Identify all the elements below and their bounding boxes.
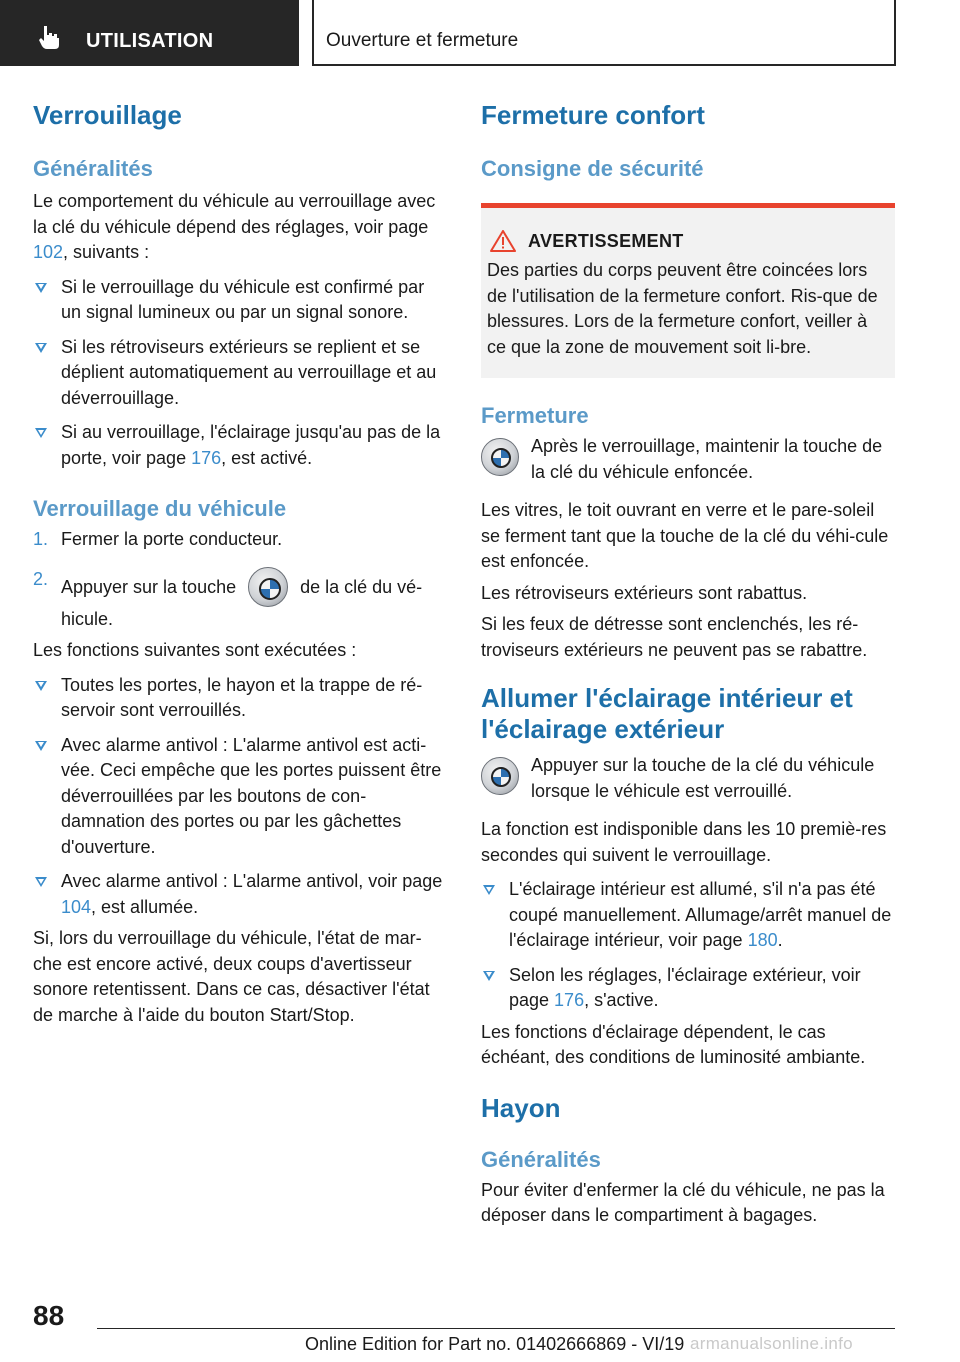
paragraph: La fonction est indisponible dans les 10 premiè-res secondes qui suivent le verrouillage.	[481, 819, 887, 865]
header-underline	[312, 64, 896, 66]
heading-allumer-eclairage: Allumer l'éclairage intérieur et l'éclairage extérieur	[481, 683, 853, 744]
warning-title-text: AVERTISSEMENT	[528, 230, 684, 251]
heading-verrouillage: Verrouillage	[33, 100, 182, 130]
heading-fermeture-confort: Fermeture confort	[481, 100, 705, 130]
list-item-text: Si au verrouillage, l'éclairage jusqu'au pas de la porte, voir page	[61, 422, 441, 468]
heading-fermeture: Fermeture	[481, 403, 589, 428]
list-item	[33, 420, 445, 471]
paragraph: Si les feux de détresse sont enclenchés, les ré-troviseurs extérieurs ne peuvent pas se rabattre.	[481, 614, 868, 660]
list-item-text: Avec alarme antivol : L'alarme antivol est acti-vée. Ceci empêche que les portes puissent être déverrouillées par les boutons de con-damnation des portes ou par les gâchettes d'ouverture.	[61, 734, 442, 857]
heading-verrouillage-vehicule: Verrouillage du véhicule	[33, 496, 287, 521]
warning-text: Des parties du corps peuvent être coincées lors de l'utilisation de la fermeture confort. Ris-que de blessures. Lors de la fermeture confort, veiller à ce que la zone de mouvement soit li-bre.	[487, 260, 878, 357]
step-number: 2.	[33, 568, 49, 589]
page-link-102[interactable]: 102	[33, 242, 64, 262]
list-item	[33, 275, 445, 326]
warning-triangle-icon	[490, 230, 516, 252]
heading-hayon: Hayon	[481, 1092, 561, 1123]
intro-text-end: , suivants :	[63, 242, 150, 262]
triangle-bullet-icon	[35, 877, 47, 887]
list-item	[481, 963, 895, 1014]
hand-pointer-icon	[36, 24, 62, 50]
step-text: Fermer la porte conducteur.	[61, 529, 283, 549]
triangle-bullet-icon	[483, 885, 495, 895]
right-column	[481, 100, 895, 1229]
step-text: Appuyer sur la touche	[61, 576, 237, 597]
paragraph: Les fonctions d'éclairage dépendent, le cas échéant, des conditions de luminosité ambiante.	[481, 1021, 866, 1067]
key-instruction	[481, 434, 895, 486]
intro-text: Le comportement du véhicule au verrouillage avec la clé du véhicule dépend des réglages, voir page	[33, 191, 436, 237]
heading-hayon-generalites: Généralités	[481, 1146, 601, 1172]
list-item	[33, 869, 445, 920]
footer-edition: Online Edition for Part no. 01402666869 - VI/19	[305, 1334, 685, 1354]
triangle-bullet-icon	[35, 428, 47, 438]
list-item-text: Si les rétroviseurs extérieurs se replient et se déplient automatiquement au verrouillage et au déverrouillage.	[61, 336, 437, 408]
key-button-icon	[481, 757, 519, 795]
step-text-end: de la clé du vé-hicule.	[61, 576, 423, 629]
header-divider	[312, 0, 314, 66]
page-link-176[interactable]: 176	[191, 447, 222, 468]
intro-paragraph	[33, 189, 445, 266]
chapter-title: Ouverture et fermeture	[326, 30, 519, 51]
footer-rule	[97, 1328, 895, 1329]
list-item-text: Selon les réglages, l'éclairage extérieur, voir page	[509, 964, 861, 1010]
list-item	[481, 877, 895, 954]
watermark: armanualsonline.info	[690, 1334, 853, 1353]
list-item	[33, 673, 445, 724]
list-item-text-end: , s'active.	[584, 990, 659, 1010]
list-item-text-end: , est allumée.	[91, 896, 199, 917]
section-label: UTILISATION	[86, 30, 214, 52]
step-item	[33, 527, 445, 553]
key-button-icon	[248, 567, 288, 607]
list-item-text-end: .	[777, 930, 783, 950]
warning-box	[481, 203, 895, 378]
page-link-176[interactable]: 176	[554, 990, 585, 1010]
key-instruction-text: Appuyer sur la touche de la clé du véhicule lorsque le véhicule est verrouillé.	[531, 755, 875, 801]
triangle-bullet-icon	[35, 343, 47, 353]
triangle-bullet-icon	[35, 681, 47, 691]
list-item	[33, 733, 445, 861]
paragraph: Pour éviter d'enfermer la clé du véhicule, ne pas la déposer dans le compartiment à bagages.	[481, 1179, 885, 1225]
functions-intro: Les fonctions suivantes sont exécutées :	[33, 640, 357, 660]
triangle-bullet-icon	[35, 741, 47, 751]
key-instruction	[481, 753, 895, 805]
step-number: 1.	[33, 529, 49, 549]
triangle-bullet-icon	[35, 283, 47, 293]
section-tab[interactable]	[0, 0, 299, 66]
paragraph: Les vitres, le toit ouvrant en verre et le pare-soleil se ferment tant que la touche de la clé du véhi-cule est enfoncée.	[481, 500, 889, 571]
key-button-icon	[481, 438, 519, 476]
closing-paragraph: Si, lors du verrouillage du véhicule, l'état de mar-che est encore activé, deux coups d'avertisseur sonore retentissent. Dans ce cas, désactiver l'état de marche à l'aide du bouton Start/Stop.	[33, 928, 430, 1025]
list-item-text: Toutes les portes, le hayon et la trappe de ré-servoir sont verrouillés.	[61, 674, 423, 720]
warning-title	[487, 230, 889, 252]
left-column	[33, 100, 445, 1028]
page-number: 88	[33, 1300, 65, 1331]
list-item-text-end: , est activé.	[221, 447, 313, 468]
list-item-text: L'éclairage intérieur est allumé, s'il n'a pas été coupé manuellement. Allumage/arrêt manuel de l'éclairage intérieur, voir page	[509, 879, 892, 950]
paragraph: Les rétroviseurs extérieurs sont rabattus.	[481, 582, 808, 603]
page-header	[0, 0, 960, 66]
heading-consigne: Consigne de sécurité	[481, 156, 704, 181]
header-right-border	[894, 0, 896, 66]
triangle-bullet-icon	[483, 971, 495, 981]
list-item	[33, 335, 445, 412]
list-item-text: Si le verrouillage du véhicule est confirmé par un signal lumineux ou par un signal sonore.	[61, 276, 425, 322]
heading-generalites: Généralités	[33, 156, 153, 181]
page-link-104[interactable]: 104	[61, 896, 92, 917]
key-instruction-text: Après le verrouillage, maintenir la touche de la clé du véhicule enfoncée.	[531, 436, 883, 482]
list-item-text: Avec alarme antivol : L'alarme antivol, voir page	[61, 871, 443, 891]
page-link-180[interactable]: 180	[747, 930, 778, 950]
step-item	[33, 567, 445, 633]
